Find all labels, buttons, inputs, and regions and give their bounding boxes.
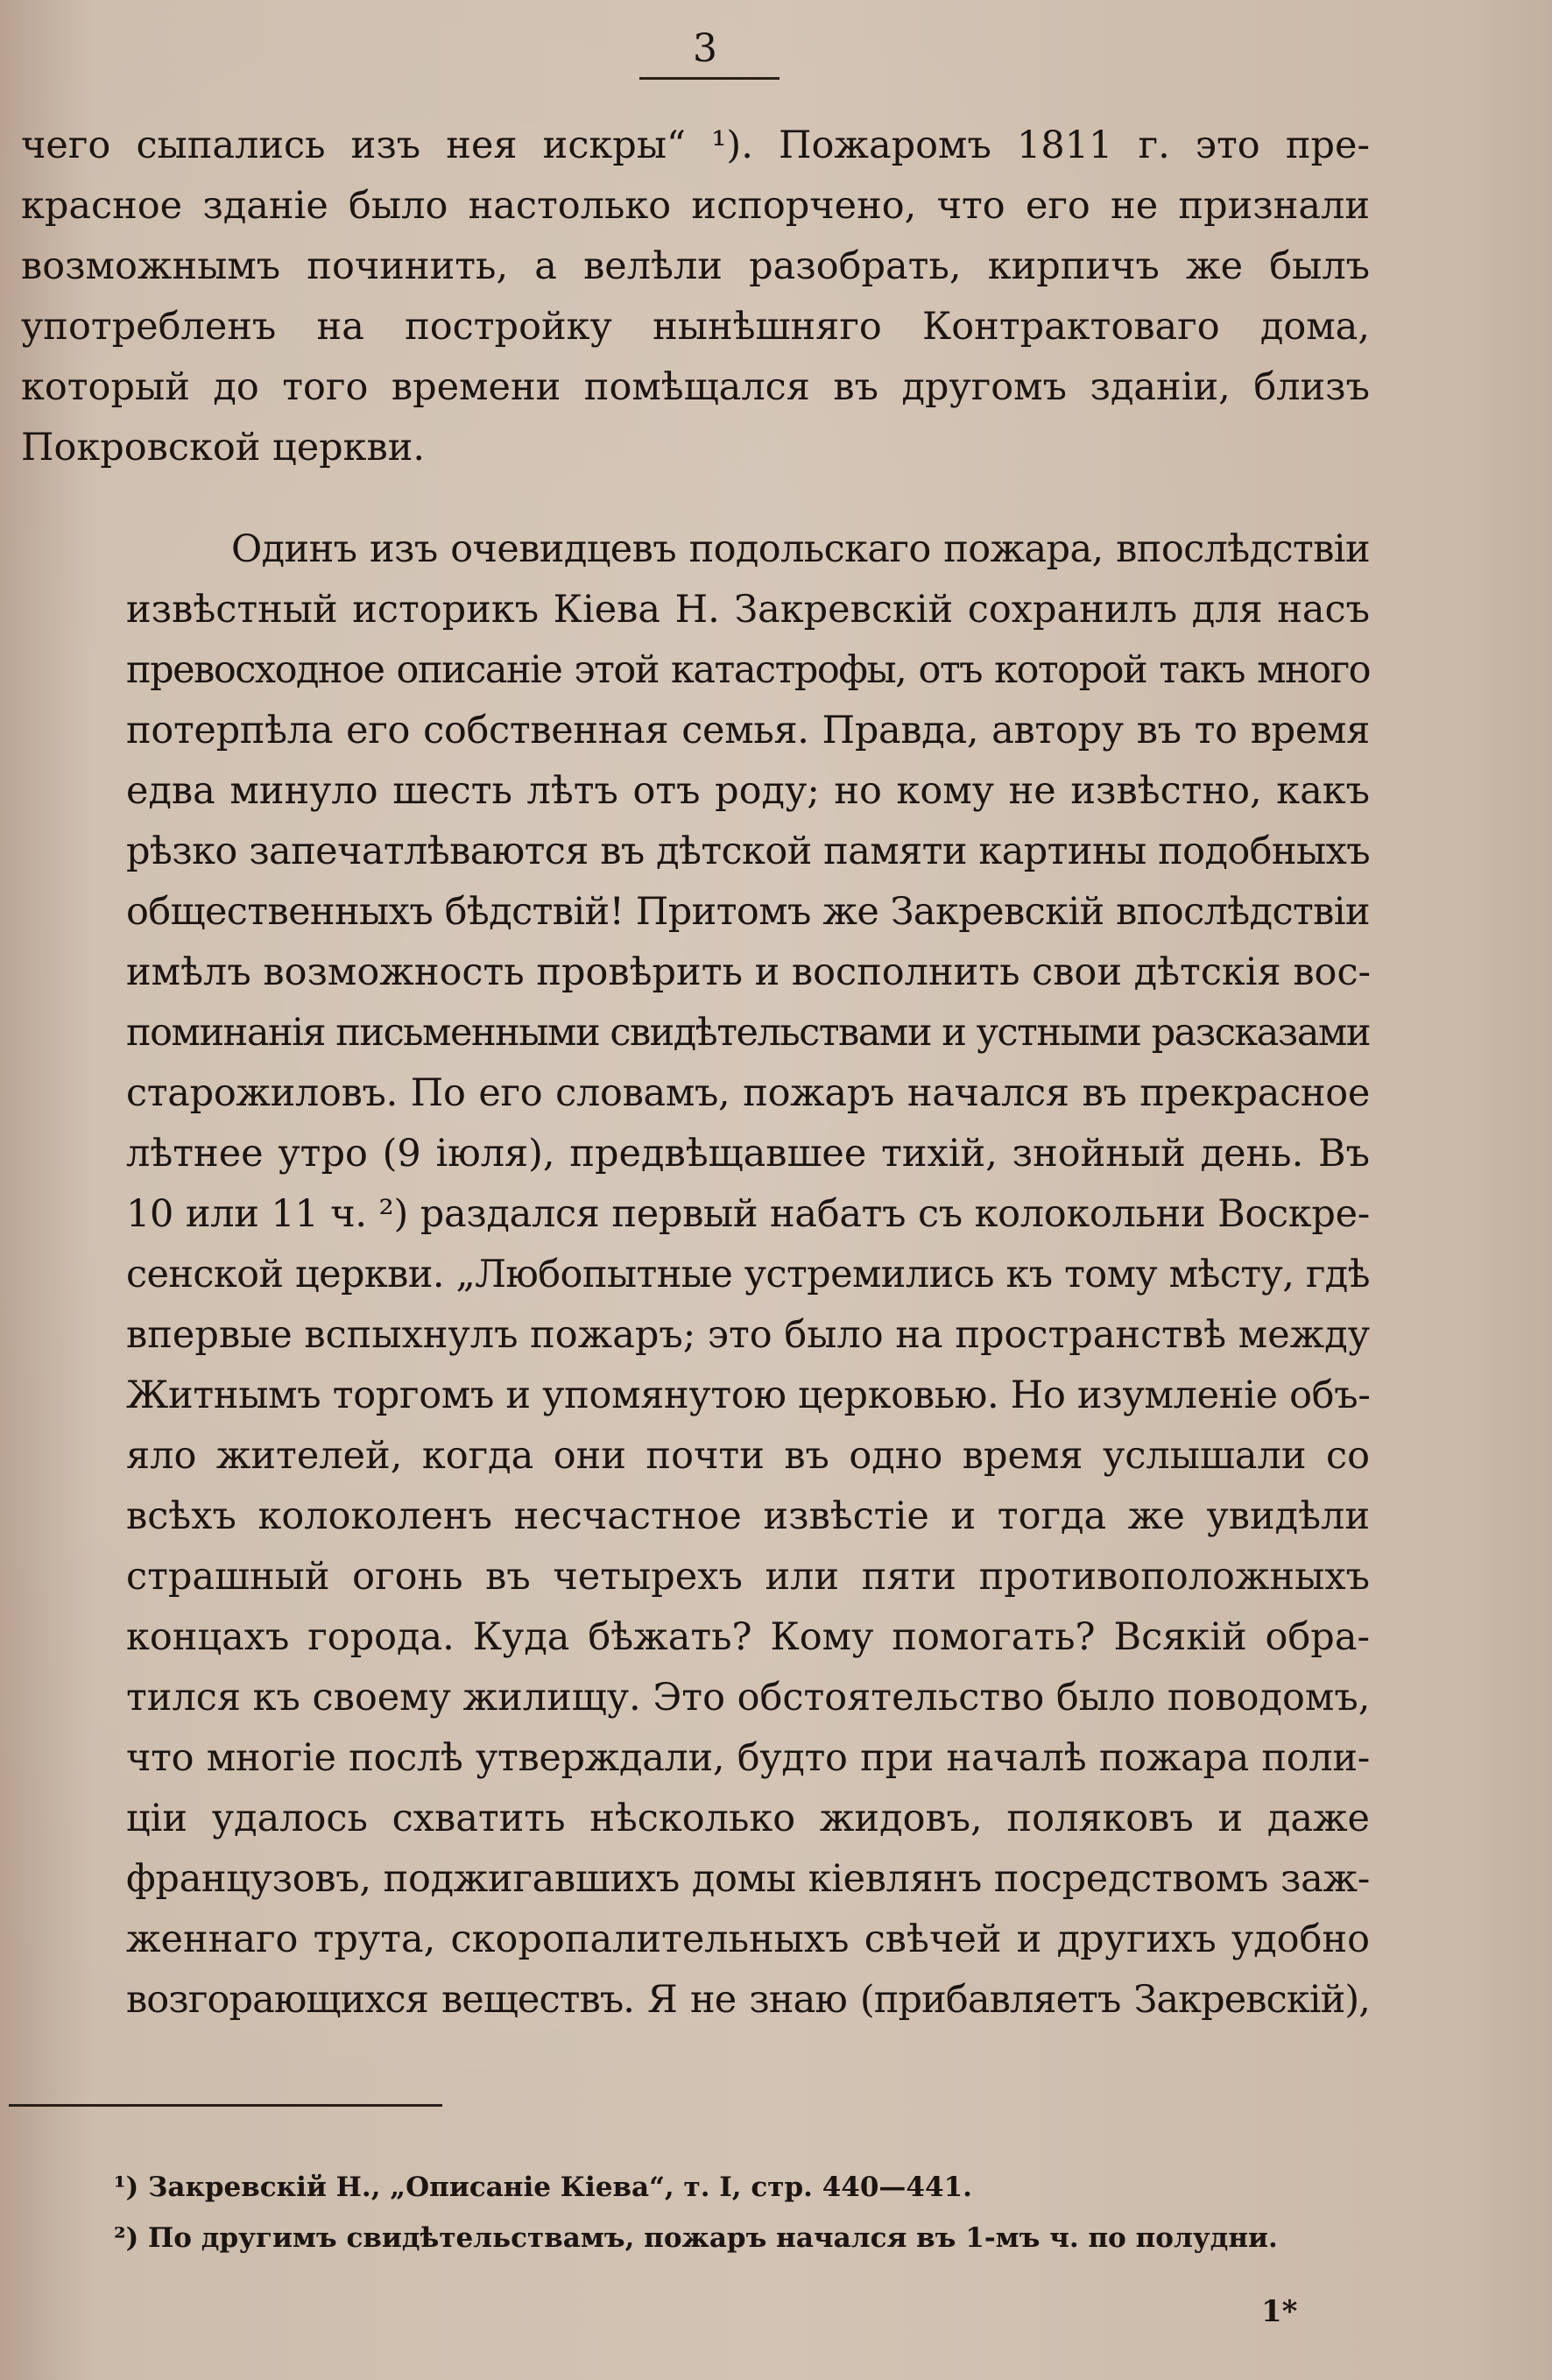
- text-line: Покровской церкви.: [21, 426, 426, 470]
- text-line: сенской церкви. „Любопытные устремились къ тому мѣсту, гдѣ: [126, 1253, 1370, 1296]
- text-line: имѣлъ возможность провѣрить и восполнить свои дѣтскія вос-: [126, 950, 1372, 994]
- text-line: возможнымъ починить, а велѣли разобрать, кирпичъ же былъ: [21, 244, 1370, 288]
- text-line: поминанія письменными свидѣтельствами и устными разсказами: [126, 1011, 1370, 1055]
- text-line: рѣзко запечатлѣваются въ дѣтской памяти картины подобныхъ: [126, 830, 1370, 873]
- text-line: чего сыпались изъ нея искры“ ¹). Пожаромъ 1811 г. это пре-: [21, 124, 1370, 167]
- signature-mark: 1*: [1261, 2294, 1298, 2329]
- page-number: 3: [693, 26, 717, 71]
- text-line: тился къ своему жилищу. Это обстоятельство было поводомъ,: [126, 1676, 1371, 1720]
- text-line: извѣстный историкъ Кіева Н. Закревскій сохранилъ для насъ: [126, 588, 1370, 632]
- text-line: страшный огонь въ четырехъ или пяти противоположныхъ: [126, 1555, 1370, 1599]
- text-line: 10 или 11 ч. ²) раздался первый набатъ съ колокольни Воскре-: [126, 1192, 1370, 1236]
- footnote-1: ¹) Закревскій Н., „Описаніе Кіева“, т. I, стр. 440—441.: [114, 2172, 972, 2203]
- text-line: яло жителей, когда они почти въ одно время услышали со: [126, 1434, 1370, 1478]
- text-line: едва минуло шесть лѣтъ отъ роду; но кому не извѣстно, какъ: [126, 769, 1370, 813]
- text-line: впервые вспыхнулъ пожаръ; это было на пространствѣ между: [126, 1313, 1370, 1357]
- text-line: ціи удалось схватить нѣсколько жидовъ, поляковъ и даже: [126, 1797, 1370, 1840]
- paragraph-2: [21, 519, 1370, 2030]
- text-line: всѣхъ колоколенъ несчастное извѣстіе и тогда же увидѣли: [126, 1494, 1370, 1538]
- text-line: потерпѣла его собственная семья. Правда, автору въ то время: [126, 709, 1370, 752]
- text-line: концахъ города. Куда бѣжать? Кому помогать? Всякій обра-: [126, 1615, 1370, 1659]
- text-line: что многіе послѣ утверждали, будто при началѣ пожара поли-: [126, 1736, 1370, 1780]
- footnotes: [114, 2162, 1340, 2263]
- header-rule: [639, 77, 780, 80]
- text-line: лѣтнее утро (9 іюля), предвѣщавшее тихій, знойный день. Въ: [126, 1132, 1370, 1176]
- text-line: старожиловъ. По его словамъ, пожаръ начался въ прекрасное: [126, 1071, 1370, 1115]
- text-line: который до того времени помѣщался въ другомъ зданіи, близъ: [21, 365, 1370, 409]
- text-line: возгорающихся веществъ. Я не знаю (прибавляетъ Закревскій),: [126, 1978, 1370, 2022]
- text-line: превосходное описаніе этой катастрофы, отъ которой такъ много: [126, 648, 1370, 692]
- text-line: красное зданіе было настолько испорчено, что его не признали: [21, 184, 1370, 228]
- text-line: употребленъ на постройку нынѣшняго Контрактоваго дома,: [21, 305, 1370, 349]
- text-line: французовъ, поджигавшихъ домы кіевлянъ посредствомъ заж-: [126, 1857, 1370, 1901]
- text-line: Одинъ изъ очевидцевъ подольскаго пожара, впослѣдствіи: [231, 527, 1370, 571]
- text-line: Житнымъ торгомъ и упомянутою церковью. Но изумленіе объ-: [126, 1374, 1371, 1417]
- body-text: [21, 116, 1370, 2030]
- footnote-divider: [9, 2104, 442, 2107]
- footnote-2: ²) По другимъ свидѣтельствамъ, пожаръ начался въ 1-мъ ч. по полудни.: [114, 2222, 1278, 2254]
- text-line: женнаго трута, скоропалительныхъ свѣчей и другихъ удобно: [126, 1917, 1370, 1961]
- text-line: общественныхъ бѣдствій! Притомъ же Закревскій впослѣдствіи: [126, 890, 1370, 934]
- paragraph-1: [21, 116, 1370, 478]
